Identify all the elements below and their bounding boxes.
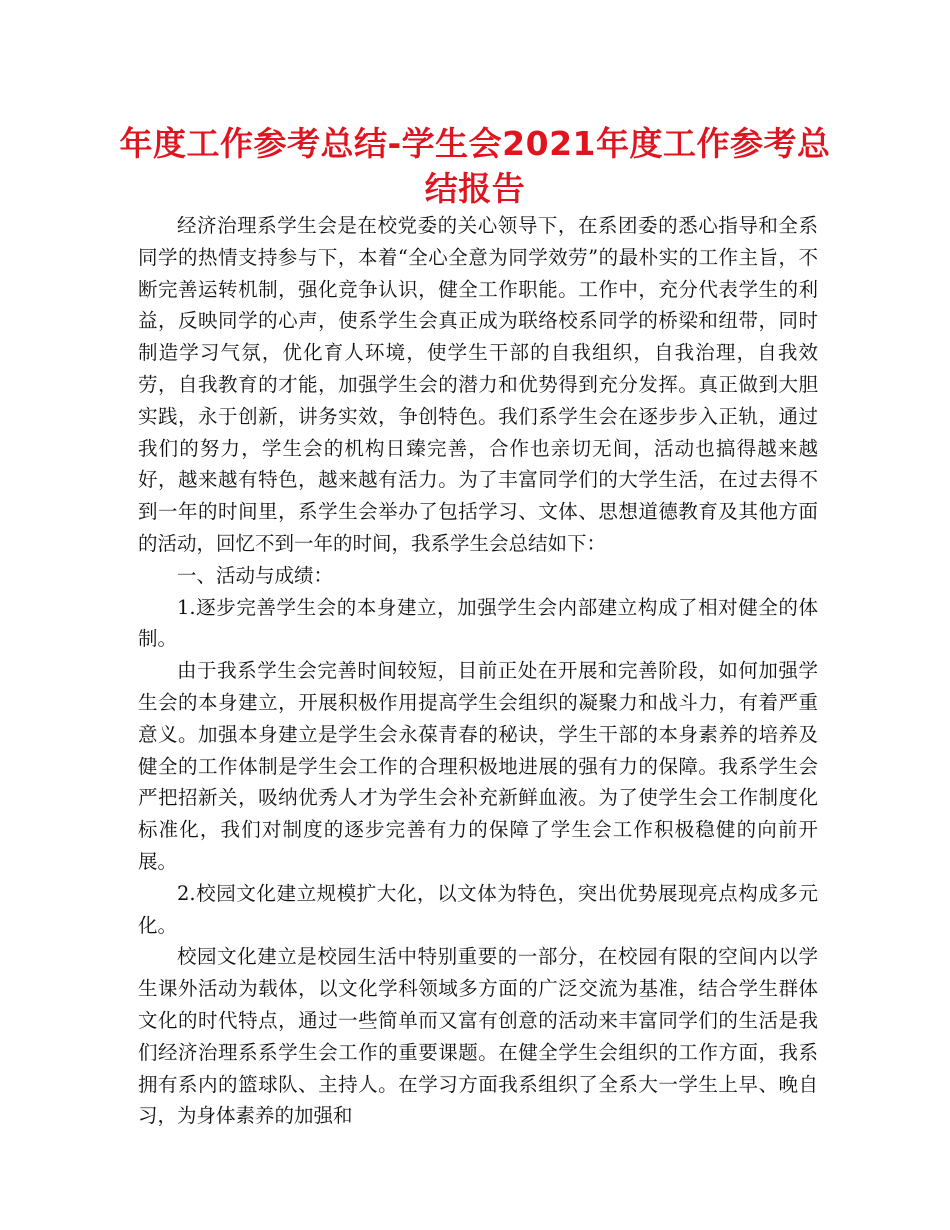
paragraph-intro: 经济治理系学生会是在校党委的关心领导下，在系团委的悉心指导和全系同学的热情支持参与下，本着“全心全意为同学效劳”的最朴实的工作主旨，不断完善运转机制，强化竞争认识，健全工作职能。工作中，充分代表学生的利益，反映同学的心声，使系学生会真正成为联络校系同学的桥梁和纽带，同时制造学习气氛，优化育人环境，使学生干部的自我组织，自我治理，自我效劳，自我教育的才能，加强学生会的潜力和优势得到充分发挥。真正做到大胆实践，永于创新，讲务实效，争创特色。我们系学生会在逐步步入正轨，通过我们的努力，学生会的机构日臻完善，合作也亲切无间，活动也搞得越来越好，越来越有特色，越来越有活力。为了丰富同学们的大学生活，在过去得不到一年的时间里，系学生会举办了包括学习、文体、思想道德教育及其他方面的活动，回忆不到一年的时间，我系学生会总结如下： <box>138 214 818 555</box>
item-heading-1: 1.逐步完善学生会的本身建立，加强学生会内部建立构成了相对健全的体制。 <box>138 595 818 651</box>
document-body <box>138 210 818 1132</box>
paragraph-campus-culture: 校园文化建立是校园生活中特别重要的一部分，在校园有限的空间内以学生课外活动为载体，以文化学科领域多方面的广泛交流为基准，结合学生群体文化的时代特点，通过一些简单而又富有创意的活动来丰富同学们的生活是我们经济治理系系学生会工作的重要课题。在健全学生会组织的工作方面，我系拥有系内的篮球队、主持人。在学习方面我系组织了全系大一学生上早、晚自习，为身体素养的加强和 <box>138 945 818 1128</box>
item-heading-2: 2.校园文化建立规模扩大化，以文体为特色，突出优势展现亮点构成多元化。 <box>138 881 818 937</box>
document-title-line-2: 结报告 <box>424 169 526 208</box>
paragraph-self-construction: 由于我系学生会完善时间较短，目前正处在开展和完善阶段，如何加强学生会的本身建立，开展积极作用提高学生会组织的凝聚力和战斗力，有着严重意义。加强本身建立是学生会永葆青春的秘诀，学生干部的本身素养的培养及健全的工作体制是学生会工作的合理积极地进展的强有力的保障。我系学生会严把招新关，吸纳优秀人才为学生会补充新鲜血液。为了使学生会工作制度化标准化，我们对制度的逐步完善有力的保障了学生会工作积极稳健的向前开展。 <box>138 659 818 873</box>
document-title-line-1: 年度工作参考总结-学生会2021年度工作参考总 <box>119 124 831 163</box>
section-heading-activities: 一、活动与成绩： <box>177 563 334 587</box>
